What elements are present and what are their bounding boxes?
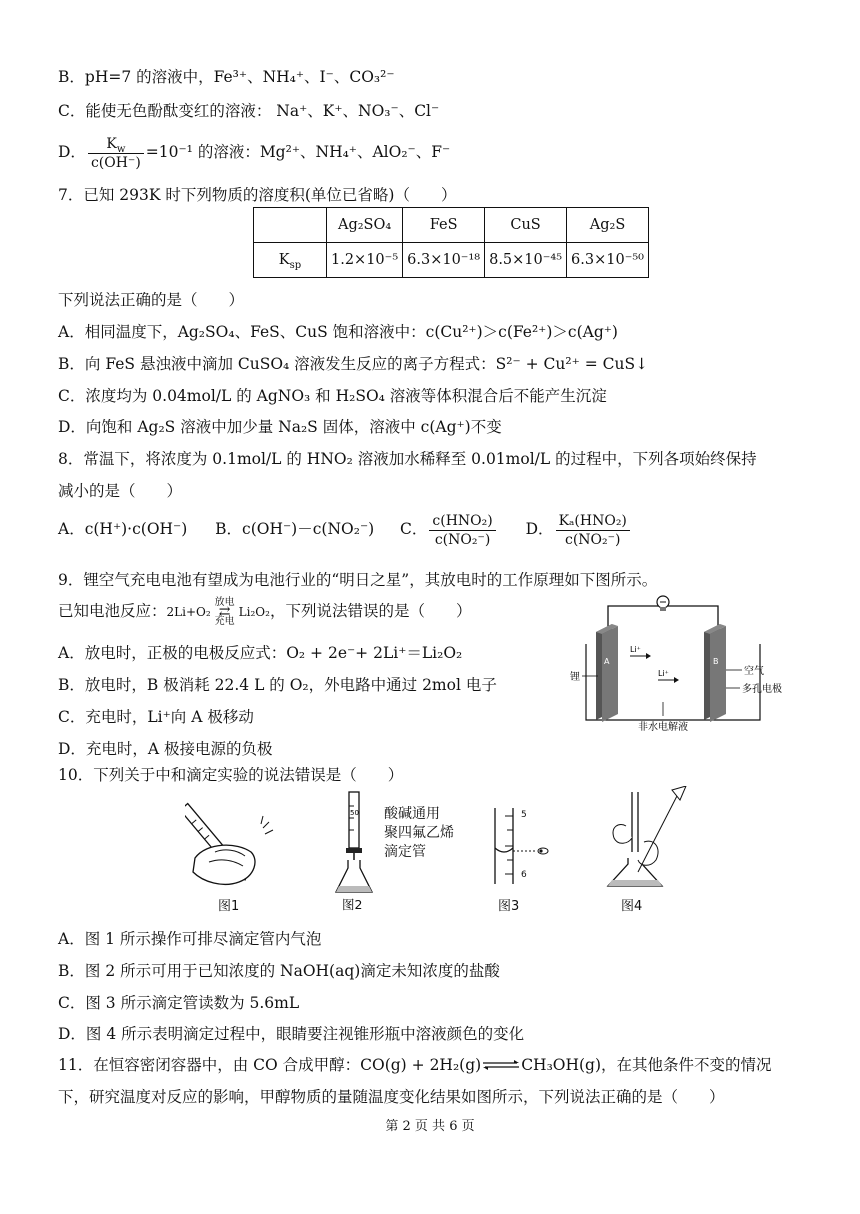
q11-prefix: 11．在恒容密闭容器中，由 CO 合成甲醇：CO(g) + 2H₂(g)	[58, 1056, 482, 1074]
li-ion-label: Li⁺	[630, 645, 641, 654]
q7-option-b: B．向 FeS 悬浊液中滴加 CuSO₄ 溶液发生反应的离子方程式：S²⁻ + Cu²⁺ = CuS↓	[58, 355, 649, 373]
q10-option-c: C．图 3 所示滴定管读数为 5.6mL	[58, 994, 300, 1012]
porous-electrode-label: 多孔电极	[742, 684, 782, 695]
figure-1-burette-bubble	[185, 798, 295, 893]
light-bulb-icon	[657, 596, 669, 611]
q10-option-d: D．图 4 所示表明滴定过程中，眼睛要注视锥形瓶中溶液颜色的变化	[58, 1025, 525, 1043]
ksp-table-header: Ag₂SO₄	[327, 208, 403, 243]
q8-stem-line2: 减小的是（ ）	[58, 482, 183, 500]
figure-1-label: 图1	[218, 899, 240, 914]
q9-option-a: A．放电时，正极的电极反应式：O₂ + 2e⁻+ 2Li⁺＝Li₂O₂	[58, 644, 463, 662]
q7-stem: 7．已知 293K 时下列物质的溶度积(单位已省略)（ ）	[58, 186, 457, 204]
anode-label: 锂	[570, 672, 580, 683]
q8-option-d-label: D．	[525, 520, 554, 538]
q6-d-label: D．	[58, 143, 86, 161]
figure-4-label: 图4	[621, 899, 643, 914]
q11-suffix: CH₃OH(g)，在其他条件不变的情况	[521, 1056, 772, 1074]
q8-option-d-fraction	[556, 512, 630, 549]
page-footer: 第 2 页 共 6 页	[385, 1119, 475, 1134]
q7-prompt: 下列说法正确的是（ ）	[58, 291, 245, 309]
battery-diagram	[568, 592, 798, 732]
q10-option-a: A．图 1 所示操作可排尽滴定管内气泡	[58, 930, 322, 948]
electrode-b-label: B	[713, 657, 719, 666]
burette-text-line: 酸碱通用	[384, 806, 440, 822]
q9-reaction-suffix: ，下列说法错误的是（ ）	[269, 602, 472, 620]
q7-option-a: A．相同温度下，Ag₂SO₄、FeS、CuS 饱和溶液中：c(Cu²⁺)＞c(Fe²⁺)＞c(Ag⁺)	[58, 323, 618, 341]
ksp-table-header	[254, 208, 327, 243]
burette-text-line: 滴定管	[384, 844, 426, 860]
ksp-row-label: $K_{sp}$	[254, 243, 327, 278]
ksp-table-row	[254, 243, 649, 278]
scale-bottom-label: 6	[521, 870, 527, 880]
q9-option-c: C．充电时，Li⁺向 A 极移动	[58, 708, 254, 726]
q7-option-d: D．向饱和 Ag₂S 溶液中加少量 Na₂S 固体，溶液中 c(Ag⁺)不变	[58, 418, 502, 436]
equilibrium-arrow-icon	[481, 1056, 521, 1076]
q9-reactants: 2Li+O₂	[166, 605, 211, 619]
q8-options	[58, 509, 632, 549]
q8-option-c-label: C．	[400, 520, 428, 538]
electrolyte-label: 非水电解液	[638, 722, 688, 732]
q8-c-denominator: c(NO₂⁻)	[434, 531, 491, 548]
q9-arrow-bottom: 充电	[214, 616, 235, 627]
burette-text-line: 聚四氟乙烯	[384, 825, 454, 841]
q6-option-b: B．pH=7 的溶液中，Fe³⁺、NH₄⁺、I⁻、CO₃²⁻	[58, 68, 395, 86]
q8-stem-line1: 8．常温下，将浓度为 0.1mol/L 的 HNO₂ 溶液加水稀释至 0.01mol/L 的过程中，下列各项始终保持	[58, 450, 757, 468]
ksp-table	[253, 207, 649, 278]
q9-stem-line2	[58, 596, 471, 627]
q6-d-numerator: K	[106, 135, 117, 152]
q8-option-c-fraction	[429, 512, 495, 549]
q8-d-denominator: c(NO₂⁻)	[564, 531, 621, 548]
figure-3-label: 图3	[498, 899, 520, 914]
ksp-table-header: Ag₂S	[567, 208, 649, 243]
q11-stem-line2: 下，研究温度对反应的影响，甲醇物质的量随温度变化结果如图所示，下列说法正确的是（ ）	[58, 1088, 725, 1106]
figure-2-burette-titration	[330, 788, 380, 896]
q7-option-c: C．浓度均为 0.04mol/L 的 AgNO₃ 和 H₂SO₄ 溶液等体积混合后不能产生沉淀	[58, 387, 607, 405]
ksp-table-header-row	[254, 208, 649, 243]
q6-d-numerator-sub: w	[116, 143, 126, 155]
q8-c-numerator: c(HNO₂)	[429, 512, 495, 531]
ksp-value: 6.3×10⁻¹⁸	[403, 243, 485, 278]
q10-option-b: B．图 2 所示可用于已知浓度的 NaOH(aq)滴定未知浓度的盐酸	[58, 962, 500, 980]
q6-option-c: C．能使无色酚酞变红的溶液： Na⁺、K⁺、NO₃⁻、Cl⁻	[58, 102, 440, 120]
q8-option-a: A．c(H⁺)·c(OH⁻)	[58, 520, 188, 538]
q9-product: Li₂O₂	[238, 605, 270, 619]
scale-top-label: 5	[521, 810, 527, 820]
ksp-table-header: FeS	[403, 208, 485, 243]
q9-option-d: D．充电时，A 极接电源的负极	[58, 740, 273, 758]
q9-reaction-prefix: 已知电池反应：	[58, 602, 167, 620]
ksp-value: 6.3×10⁻⁵⁰	[567, 243, 649, 278]
q9-stem-line1: 9．锂空气充电电池有望成为电池行业的“明日之星”，其放电时的工作原理如下图所示。	[58, 571, 658, 589]
q6-d-suffix: =10⁻¹ 的溶液：Mg²⁺、NH₄⁺、AlO₂⁻、F⁻	[145, 143, 451, 161]
li-ion-label: Li⁺	[658, 669, 669, 678]
q9-option-b: B．放电时，B 极消耗 22.4 L 的 O₂，外电路中通过 2mol 电子	[58, 676, 497, 694]
q9-reversible-arrow: 放电 ⇄ 充电	[214, 597, 235, 627]
q9-arrow-top: 放电	[214, 597, 235, 608]
figure-3-burette-reading	[485, 808, 565, 893]
electrode-a-label: A	[604, 657, 610, 666]
svg-text:50: 50	[350, 809, 359, 817]
ksp-value: 8.5×10⁻⁴⁵	[485, 243, 567, 278]
q11-stem-line1	[58, 1055, 772, 1076]
q8-d-numerator: Kₐ(HNO₂)	[556, 512, 630, 531]
q10-stem: 10．下列关于中和滴定实验的说法错误是（ ）	[58, 766, 404, 784]
figure-2-label: 图2	[342, 897, 363, 912]
figure-4-flask-observation	[592, 786, 692, 894]
ksp-table-header: CuS	[485, 208, 567, 243]
electrode-a	[596, 624, 618, 722]
burette-description	[384, 805, 454, 862]
q6-d-fraction	[88, 135, 144, 172]
air-label: 空气	[744, 666, 764, 677]
q6-d-denominator: c(OH⁻)	[90, 154, 141, 171]
ksp-value: 1.2×10⁻⁵	[327, 243, 403, 278]
q6-option-d	[58, 133, 450, 172]
q8-option-b: B．c(OH⁻)－c(NO₂⁻)	[215, 520, 375, 538]
electrode-b	[704, 624, 726, 722]
